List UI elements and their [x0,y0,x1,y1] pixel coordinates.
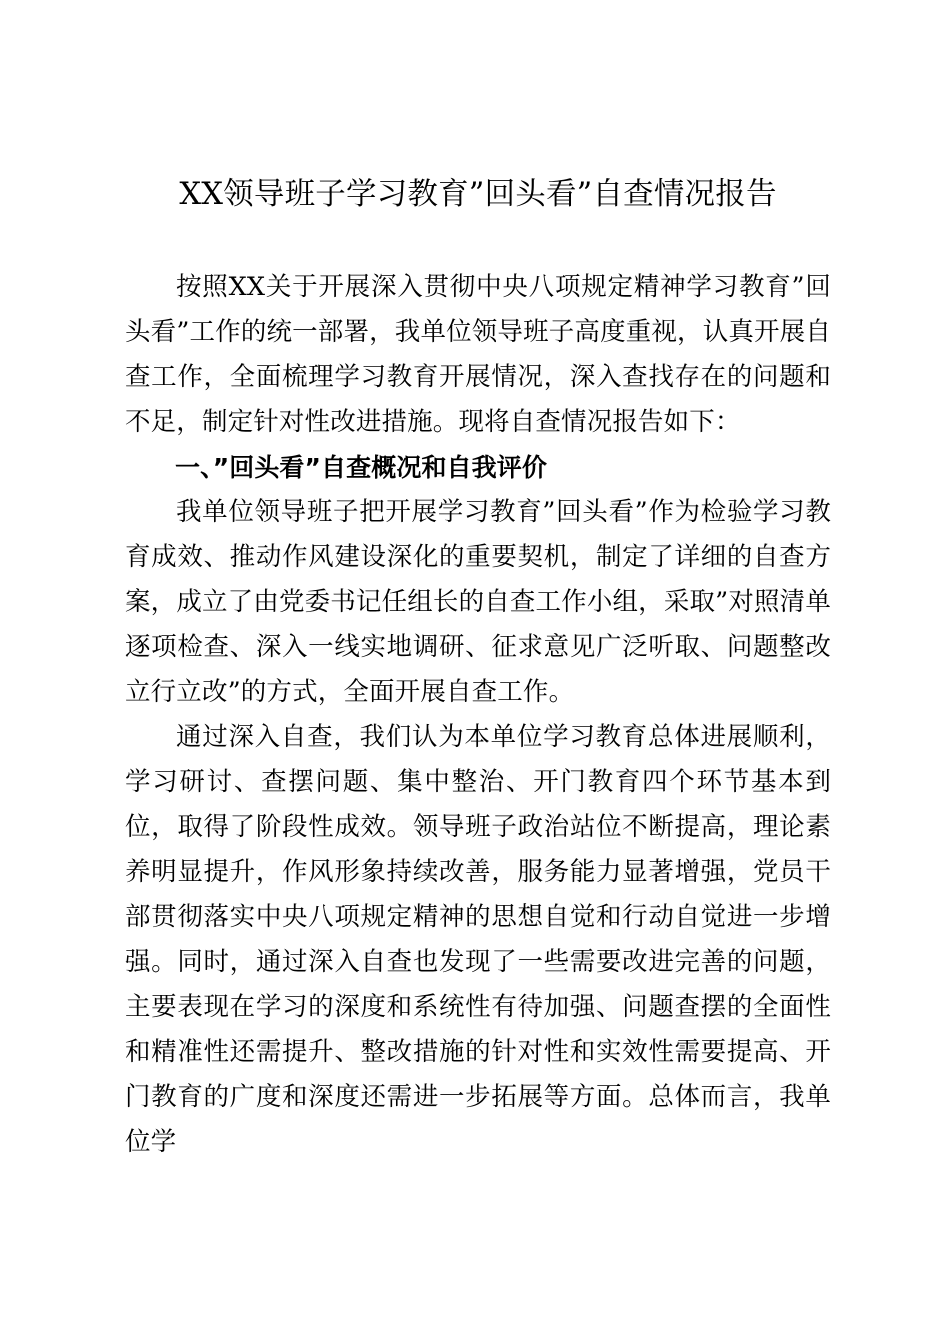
intro-paragraph: 按照XX关于开展深入贯彻中央八项规定精神学习教育”回头看”工作的统一部署，我单位领导班子高度重视，认真开展自查工作，全面梳理学习教育开展情况，深入查找存在的问题和不足，制定针对性改进措施。现将自查情况报告如下： [125,272,831,437]
section-heading-1: 一、”回头看”自查概况和自我评价 [175,453,547,482]
section-1-paragraph-2: 通过深入自查，我们认为本单位学习教育总体进展顺利，学习研讨、查摆问题、集中整治、开门教育四个环节基本到位，取得了阶段性成效。领导班子政治站位不断提高，理论素养明显提升，作风形象持续改善，服务能力显著增强，党员干部贯彻落实中央八项规定精神的思想自觉和行动自觉进一步增强。同时，通过深入自查也发现了一些需要改进完善的问题，主要表现在学习的深度和系统性有待加强、问题查摆的全面性和精准性还需提升、整改措施的针对性和实效性需要提高、开门教育的广度和深度还需进一步拓展等方面。总体而言，我单位学 [125,722,831,1157]
page-title: XX领导班子学习教育”回头看”自查情况报告 [179,177,777,212]
page-text-column [125,0,831,1165]
section-1-paragraph-1: 我单位领导班子把开展学习教育”回头看”作为检验学习教育成效、推动作风建设深化的重要契机，制定了详细的自查方案，成立了由党委书记任组长的自查工作小组，采取”对照清单逐项检查、深入一线实地调研、征求意见广泛听取、问题整改立行立改”的方式，全面开展自查工作。 [125,497,831,707]
